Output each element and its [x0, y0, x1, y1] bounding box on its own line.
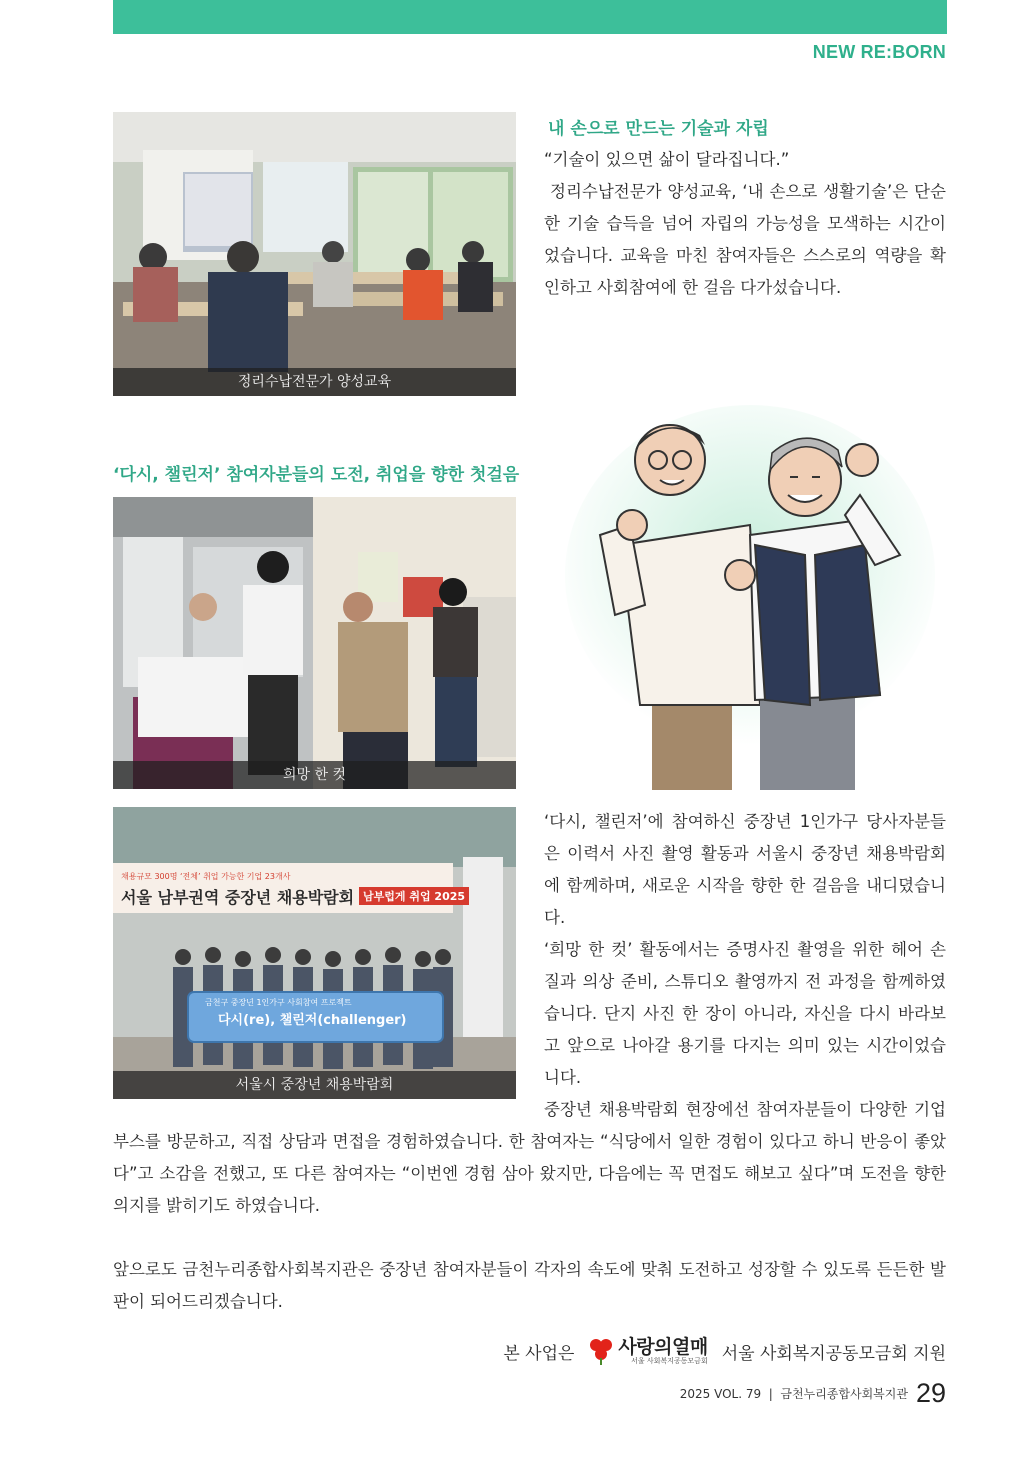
- top-accent-bar: [113, 0, 947, 34]
- section2-heading: ‘다시, 챌린저’ 참여자분들의 도전, 취업을 향한 첫걸음: [113, 465, 520, 485]
- sponsor-suffix: 서울 사회복지공동모금회 지원: [721, 1343, 946, 1364]
- fair-banner-title: 서울 남부권역 중장년 채용박람회: [121, 888, 355, 907]
- section1-quote: “기술이 있으면 삶이 달라집니다.”: [544, 150, 790, 169]
- salon-illustration: [113, 497, 516, 789]
- job-fair-illustration: [113, 807, 516, 1099]
- fair-banner-top: 채용규모 300명 ‘전체’ 취업 가능한 기업 23개사: [121, 872, 291, 881]
- section2-para2: ‘희망 한 컷’ 활동에서는 증명사진 촬영을 위한 헤어 손질과 의상 준비, 스튜디오 촬영까지 전 과정을 함께하였습니다. 단지 사진 한 장이 아니라, 자신을 다시 바라보고 앞으로 나아갈 용기를 다지는 의미 있는 시간이었습니다.: [544, 940, 946, 1087]
- section2-para1: ‘다시, 챌린저’에 참여하신 중장년 1인가구 당사자분들은 이력서 사진 촬영 활동과 서울시 중장년 채용박람회에 함께하며, 새로운 시작을 향한 한 걸음을 내디뎠습니다.: [544, 812, 946, 927]
- closing-text: 앞으로도 금천누리종합사회복지관은 중장년 참여자분들이 각자의 속도에 맞춰 도전하고 성장할 수 있도록 든든한 발판이 되어드리겠습니다.: [113, 1260, 946, 1311]
- page-number: 29: [915, 1378, 946, 1408]
- section2-para3-start: 중장년 채용박람회 현장에선 참여자분들이 다양한 기업: [544, 1100, 946, 1119]
- love-fruit-logo: [588, 1336, 707, 1366]
- classroom-photo: [113, 112, 516, 396]
- section1-heading: 내 손으로 만드는 기술과 자립: [548, 119, 769, 139]
- sponsor-prefix: 본 사업은: [503, 1343, 575, 1364]
- photo-caption: 서울시 중장년 채용박람회: [113, 1071, 516, 1099]
- cheering-men-illustration: [560, 405, 940, 790]
- fair-banner-tag: 남부럽게 취업 2025: [359, 887, 469, 905]
- section1-text: [544, 144, 946, 304]
- logo-sub-text: 서울 사회복지공동모금회: [631, 1356, 708, 1365]
- classroom-illustration: [113, 112, 516, 396]
- hope-one-shot-photo: [113, 497, 516, 789]
- fruit-logo-icon: [588, 1336, 614, 1366]
- photo-caption: 희망 한 컷: [113, 761, 516, 789]
- placard-line2: 다시(re), 챌린저(challenger): [218, 1013, 407, 1028]
- section1-body: 정리수납전문가 양성교육, ‘내 손으로 생활기술’은 단순한 기술 습득을 넘어 자립의 가능성을 모색하는 시간이었습니다. 교육을 마친 참여자들은 스스로의 역량을 확인하고 사회참여에 한 걸음 다가섰습니다.: [544, 182, 946, 297]
- magazine-brand: NEW RE:BORN: [812, 42, 946, 62]
- job-fair-photo: [113, 807, 516, 1099]
- logo-main-text: 사랑의열매: [618, 1335, 708, 1358]
- photo-caption: 정리수납전문가 양성교육: [113, 368, 516, 396]
- placard-line1: 금천구 중장년 1인가구 사회참여 프로젝트: [205, 998, 352, 1007]
- section2-para3-rest: 부스를 방문하고, 직접 상담과 면접을 경험하였습니다. 한 참여자는 “식당에서 일한 경험이 있다고 하니 반응이 좋았다”고 소감을 전했고, 또 다른 참여자는 “이번엔 경험 삼아 왔지만, 다음에는 꼭 면접도 해보고 싶다”며 도전을 향한 의지를 밝히기도 하였습니다.: [113, 1132, 946, 1215]
- issue-info: 2025 VOL. 79 | 금천누리종합사회복지관: [679, 1387, 908, 1401]
- sponsor-line: [503, 1336, 946, 1366]
- page-footer: [680, 1378, 946, 1409]
